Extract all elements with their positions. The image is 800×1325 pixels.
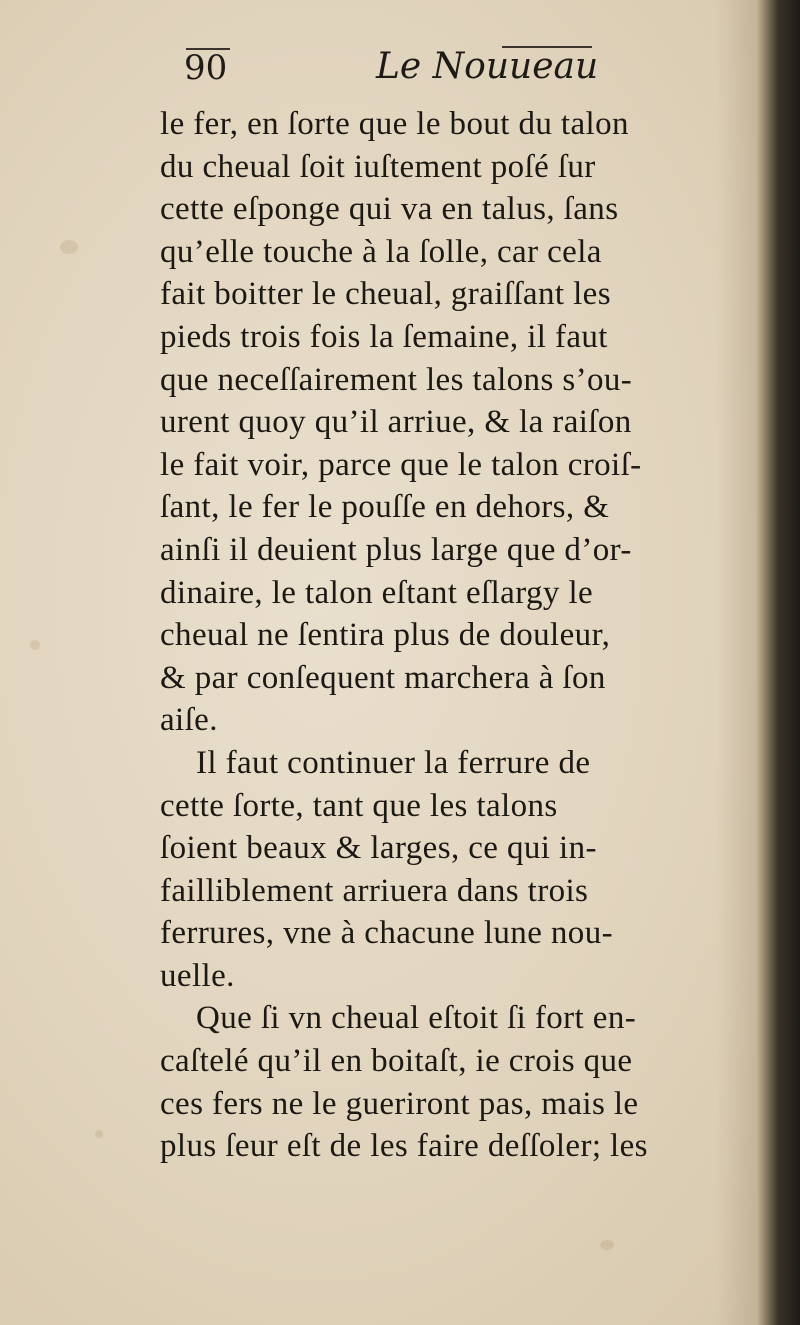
- running-head: [180, 38, 620, 98]
- text-line: qu’elle touche à la ſolle, car cela: [160, 233, 602, 270]
- foxing-spot: [600, 1240, 614, 1250]
- text-line: du cheual ſoit iuſtement poſé ſur: [160, 148, 596, 185]
- text-line: ainſi il deuient plus large que d’or-: [160, 531, 632, 568]
- paragraph-first-line: Il faut continuer la ferrure de: [196, 744, 591, 781]
- text-line: que neceſſairement les talons s’ou-: [160, 361, 633, 398]
- text-line: le fait voir, parce que le talon croiſ-: [160, 446, 642, 483]
- text-line: fait boitter le cheual, graiſſant les: [160, 276, 611, 313]
- text-line: ces fers ne le gueriront pas, mais le: [160, 1085, 639, 1122]
- text-line: cette ſorte, tant que les talons: [160, 787, 558, 824]
- text-line: ſoient beaux & larges, ce qui in-: [160, 830, 597, 867]
- page-number: 90: [184, 48, 228, 88]
- foxing-spot: [60, 240, 78, 254]
- text-line: & par conſequent marchera à ſon: [160, 659, 606, 696]
- foxing-spot: [95, 1130, 103, 1138]
- text-line: cette eſponge qui va en talus, ſans: [160, 191, 619, 228]
- text-line: aiſe.: [160, 702, 218, 739]
- text-line: uelle.: [160, 957, 235, 994]
- book-binding: [756, 0, 800, 1325]
- text-line: le fer, en ſorte que le bout du talon: [160, 106, 629, 142]
- text-line: dinaire, le talon eſtant eſlargy le: [160, 574, 594, 611]
- text-line: urent quoy qu’il arriue, & la raiſon: [160, 404, 632, 441]
- body-text: [160, 103, 740, 1168]
- paragraph-first-line: Que ſi vn cheual eſtoit ſi fort en-: [196, 1000, 637, 1037]
- text-line: plus ſeur eſt de les faire deſſoler; les: [160, 1128, 648, 1165]
- running-title: Le Nouueau: [376, 46, 599, 87]
- text-line: ſant, le fer le pouſſe en dehors, &: [160, 489, 610, 526]
- text-line: caſtelé qu’il en boitaſt, ie crois que: [160, 1043, 633, 1080]
- text-line: failliblement arriuera dans trois: [160, 872, 589, 909]
- foxing-spot: [30, 640, 40, 650]
- text-line: ferrures, vne à chacune lune nou-: [160, 915, 613, 952]
- text-line: pieds trois fois la ſemaine, il faut: [160, 318, 608, 355]
- text-line: cheual ne ſentira plus de douleur,: [160, 617, 611, 654]
